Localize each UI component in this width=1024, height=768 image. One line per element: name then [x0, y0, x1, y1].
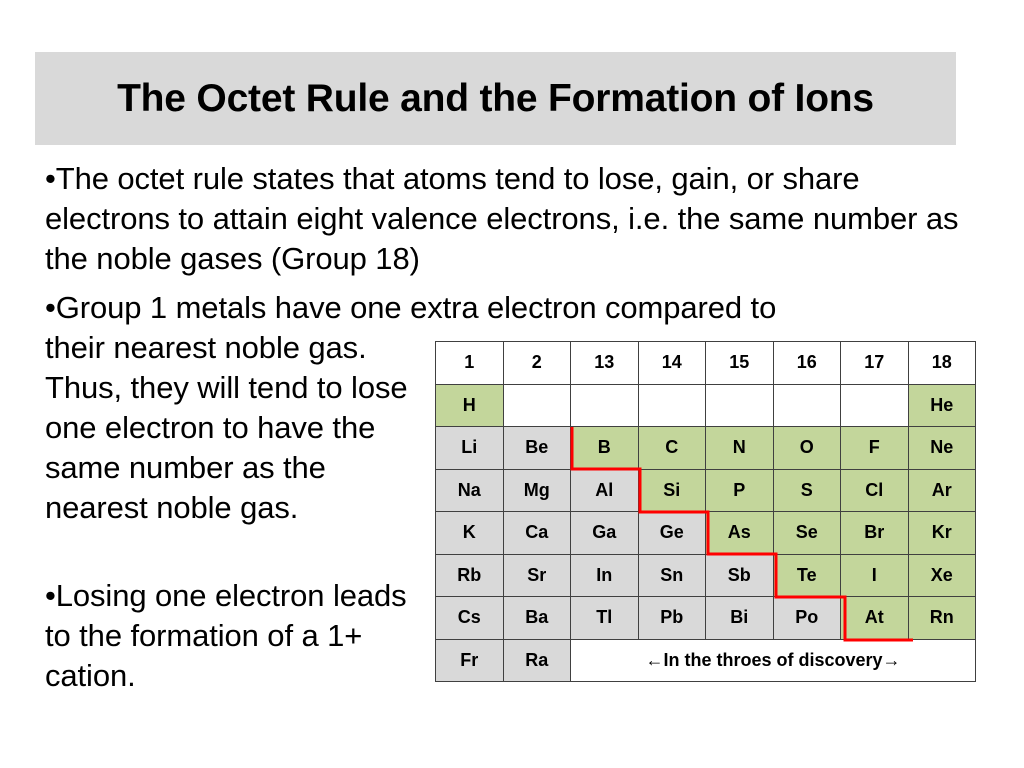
table-row	[436, 469, 976, 512]
bullet-cation: •Losing one electron leads to the formation of a 1+ cation.	[45, 578, 407, 693]
element-cell: Rb	[436, 554, 504, 597]
bullet-octet-rule: •The octet rule states that atoms tend to lose, gain, or share electrons to attain eight valence electrons, i.e. the same number as the noble gases (Group 18)	[45, 161, 959, 276]
group-header: 16	[773, 342, 841, 385]
element-cell: Cs	[436, 597, 504, 640]
table-row	[436, 512, 976, 555]
element-cell: Ga	[571, 512, 639, 555]
table-row	[436, 639, 976, 682]
group-header: 2	[503, 342, 571, 385]
element-cell: Kr	[908, 512, 976, 555]
element-cell: As	[706, 512, 774, 555]
element-cell	[706, 384, 774, 427]
group-header: 14	[638, 342, 706, 385]
element-cell: Ca	[503, 512, 571, 555]
element-cell: Ge	[638, 512, 706, 555]
group-header: 15	[706, 342, 774, 385]
element-cell: He	[908, 384, 976, 427]
element-cell	[503, 384, 571, 427]
element-cell: Ne	[908, 427, 976, 470]
element-cell: Si	[638, 469, 706, 512]
element-cell: Sr	[503, 554, 571, 597]
table-row	[436, 427, 976, 470]
element-cell: K	[436, 512, 504, 555]
element-cell: Bi	[706, 597, 774, 640]
table-row	[436, 554, 976, 597]
element-cell: Pb	[638, 597, 706, 640]
element-cell: I	[841, 554, 909, 597]
bullet-group1-rest: their nearest noble gas. Thus, they will tend to lose one electron to have the same number as the nearest noble gas.	[45, 330, 408, 525]
element-cell: Sn	[638, 554, 706, 597]
table-row	[436, 597, 976, 640]
element-cell: Ar	[908, 469, 976, 512]
group-header: 18	[908, 342, 976, 385]
slide-title: The Octet Rule and the Formation of Ions	[117, 76, 874, 120]
element-cell: In	[571, 554, 639, 597]
element-cell	[841, 384, 909, 427]
table-header-row	[436, 342, 976, 385]
periodic-table	[435, 341, 976, 682]
group-header: 13	[571, 342, 639, 385]
element-cell: Na	[436, 469, 504, 512]
element-cell: Cl	[841, 469, 909, 512]
element-cell: Sb	[706, 554, 774, 597]
element-cell: Ba	[503, 597, 571, 640]
title-bar	[35, 52, 956, 145]
element-cell: H	[436, 384, 504, 427]
element-cell: P	[706, 469, 774, 512]
element-cell: At	[841, 597, 909, 640]
element-cell	[571, 384, 639, 427]
element-cell: F	[841, 427, 909, 470]
element-cell: Xe	[908, 554, 976, 597]
element-cell	[638, 384, 706, 427]
element-cell: Te	[773, 554, 841, 597]
element-cell: Al	[571, 469, 639, 512]
group-header: 17	[841, 342, 909, 385]
element-cell: Li	[436, 427, 504, 470]
element-cell: Fr	[436, 639, 504, 682]
group-header: 1	[436, 342, 504, 385]
element-cell: N	[706, 427, 774, 470]
table-row	[436, 384, 976, 427]
element-cell: Tl	[571, 597, 639, 640]
element-cell: O	[773, 427, 841, 470]
element-cell: Ra	[503, 639, 571, 682]
discovery-note: ←In the throes of discovery→	[571, 639, 976, 682]
element-cell: Po	[773, 597, 841, 640]
bullet-group1-line1: •Group 1 metals have one extra electron compared to	[45, 290, 777, 325]
element-cell: B	[571, 427, 639, 470]
element-cell: S	[773, 469, 841, 512]
element-cell: Rn	[908, 597, 976, 640]
element-cell: Be	[503, 427, 571, 470]
element-cell: Se	[773, 512, 841, 555]
element-cell: Br	[841, 512, 909, 555]
element-cell	[773, 384, 841, 427]
element-cell: Mg	[503, 469, 571, 512]
element-cell: C	[638, 427, 706, 470]
